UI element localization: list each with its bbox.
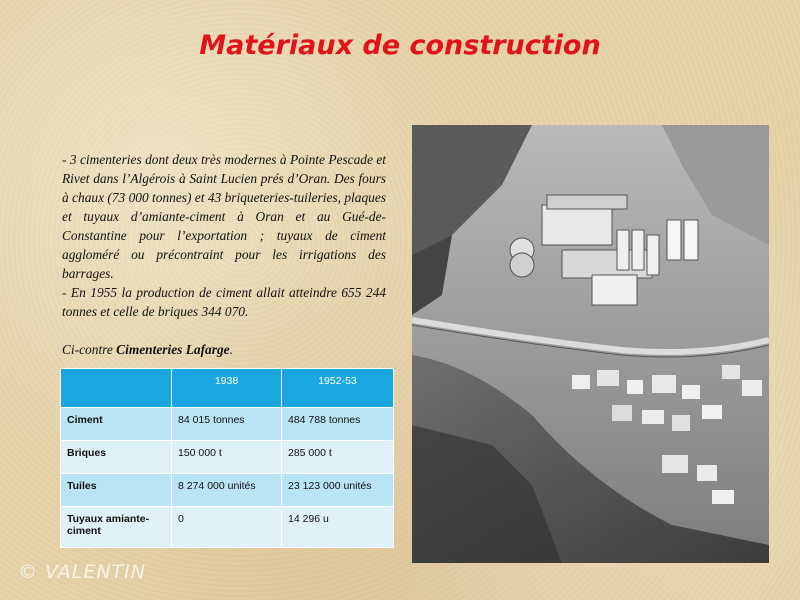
- paragraph-production-1955: - En 1955 la production de ciment allait atteindre 655 244 tonnes et celle de briques 344 070.: [62, 285, 386, 319]
- table-cell: 23 123 000 unités: [282, 474, 394, 507]
- table-row-label: Tuiles: [61, 474, 172, 507]
- table-row-label: Tuyaux amiante-ciment: [61, 507, 172, 548]
- table-cell: 14 296 u: [282, 507, 394, 548]
- table-row-label: Briques: [61, 441, 172, 474]
- table-cell: 285 000 t: [282, 441, 394, 474]
- table-row: [61, 474, 394, 507]
- paragraph-cement-plants: - 3 cimenteries dont deux très modernes à Pointe Pescade et Rivet dans l’Algérois à Saint Lucien prés d’Oran. Des fours à chaux (73 000 tonnes) et 43 briqueteries-tuileries, plaques et tuyaux d’amiante-ciment à Oran et au Gué-de-Constantine pour l’exportation ; tuyaux de ciment aggloméré ou précontraint pour les irrigations des barrages.: [62, 152, 386, 281]
- table-row: [61, 408, 394, 441]
- table-row: [61, 441, 394, 474]
- photo-caption: Ci-contre Cimenteries Lafarge.: [62, 342, 233, 357]
- aerial-photo-cement-plant: [412, 125, 769, 563]
- copyright-watermark: © VALENTIN: [18, 561, 146, 583]
- text-block: [62, 150, 386, 359]
- table-row: [61, 507, 394, 548]
- table-cell: 150 000 t: [172, 441, 282, 474]
- table-cell: 8 274 000 unités: [172, 474, 282, 507]
- table-header-cell: [61, 369, 172, 408]
- table-header-row: [61, 369, 394, 408]
- table-cell: 484 788 tonnes: [282, 408, 394, 441]
- table-header-cell: 1938: [172, 369, 282, 408]
- production-table: [60, 368, 394, 548]
- table-cell: 0: [172, 507, 282, 548]
- table-row-label: Ciment: [61, 408, 172, 441]
- photo-illustration: [412, 125, 769, 563]
- table-cell: 84 015 tonnes: [172, 408, 282, 441]
- table-header-cell: 1952-53: [282, 369, 394, 408]
- page-title: Matériaux de construction: [199, 30, 601, 61]
- caption-company-name: Cimenteries Lafarge: [116, 342, 230, 357]
